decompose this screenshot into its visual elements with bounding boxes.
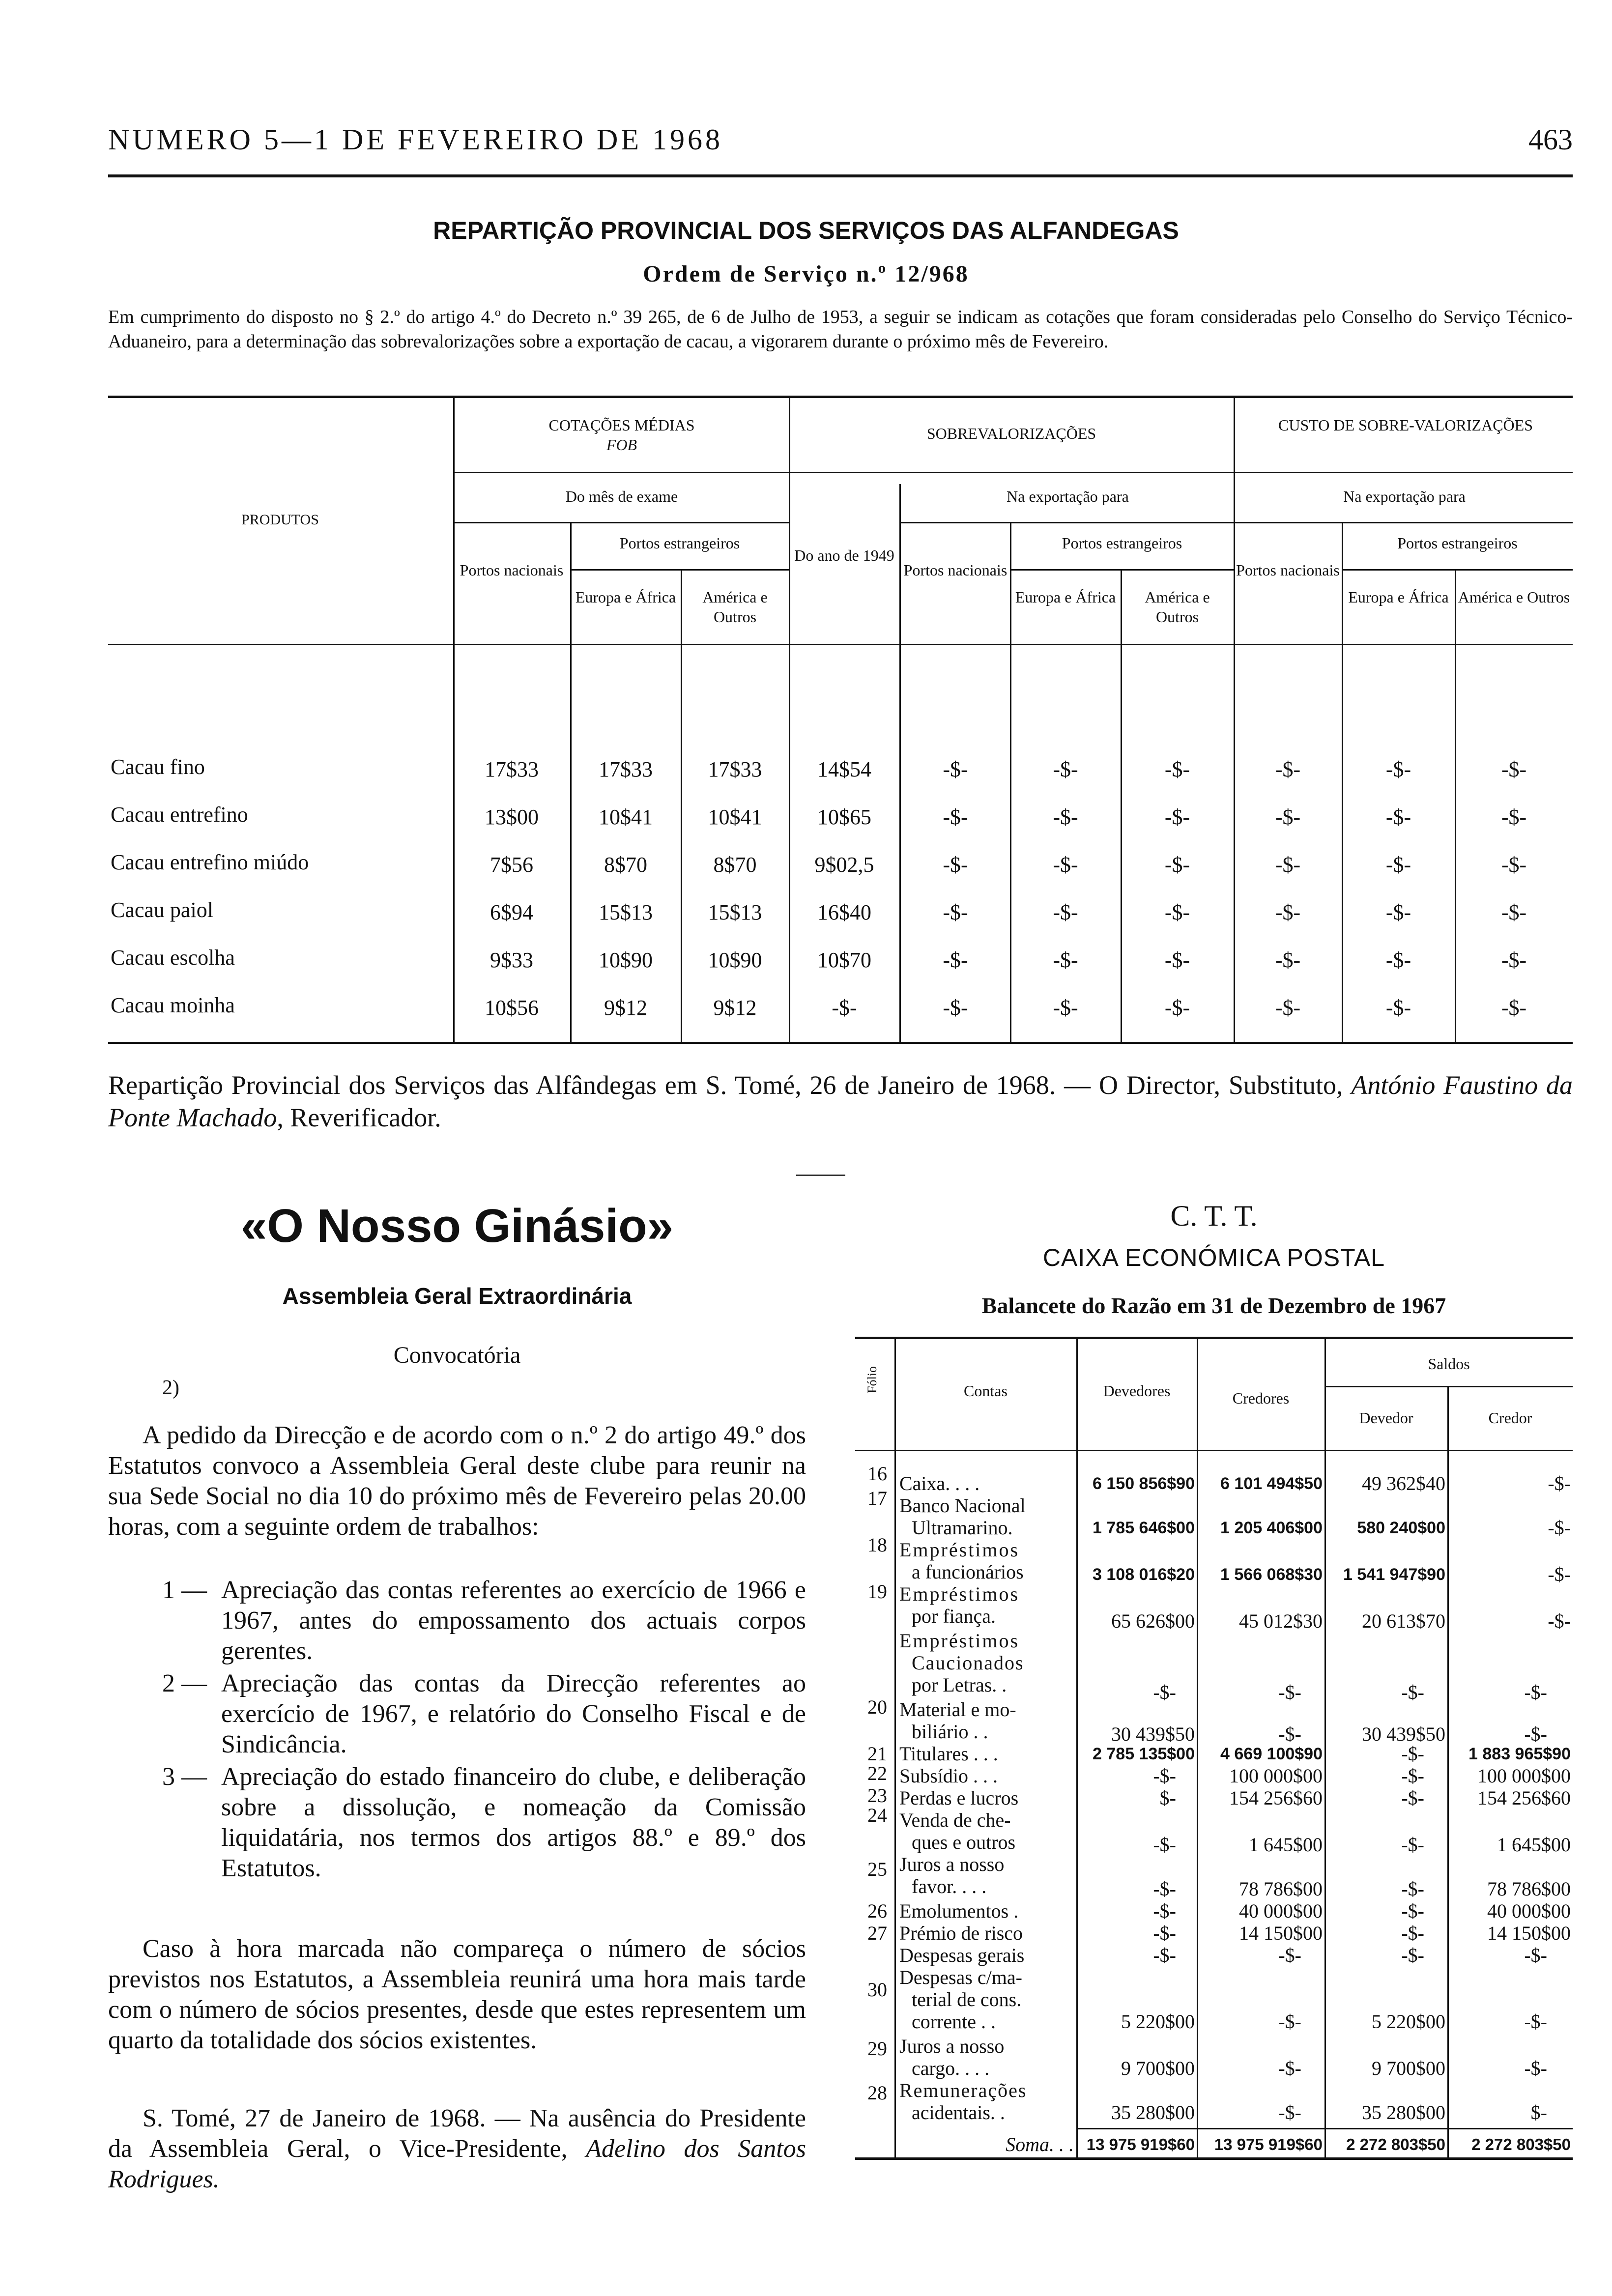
credores-value: 6 101 494$50 <box>1220 1474 1323 1493</box>
total-label: Soma. . . <box>1006 2133 1074 2155</box>
saldo-devedor-value: 1 541 947$90 <box>1343 1565 1445 1584</box>
account-name-cont: a funcionários <box>912 1561 1024 1583</box>
table-cell: -$- <box>1053 757 1078 781</box>
credores-value: 100 000$00 <box>1229 1765 1323 1787</box>
total-saldo-credor: 2 272 803$50 <box>1471 2135 1571 2153</box>
table-cell: -$- <box>1385 757 1411 781</box>
saldo-devedor-value: 30 439$50 <box>1362 1723 1445 1745</box>
credores-value: -$- <box>1278 2010 1301 2033</box>
table-cell: -$- <box>1053 900 1078 924</box>
devedores-value: 30 439$50 <box>1111 1723 1195 1745</box>
table-cell: 13$00 <box>485 805 539 829</box>
list-item-number: 1 — <box>162 1576 207 1604</box>
account-name: Empréstimos <box>899 1630 1020 1652</box>
credores-value: 1 566 068$30 <box>1220 1565 1323 1584</box>
table-cell: 10$56 <box>485 996 539 1020</box>
article1-intro: Em cumprimento do disposto no § 2.º do artigo 4.º do Decreto n.º 39 265, de 6 de Julho de 1953, a seguir se indicam as cotações que foram consideradas pelo Conselho do Serviço Técnico-Aduaneiro, para a determinação das sobrevalorizações sobre a exportação de cacau, a vigorarem durante o próximo mês de Fevereiro. <box>108 307 1573 352</box>
article2-closing-text: S. Tomé, 27 de Janeiro de 1968. — Na ausência do Presidente da Assembleia Geral, o Vice-Presidente, <box>108 2104 806 2163</box>
account-name-cont: terial de cons. <box>912 1988 1022 2010</box>
devedores-value: $- <box>1159 1787 1176 1809</box>
account-name-cont: por Letras. . <box>912 1674 1007 1696</box>
account-name: Juros a nosso <box>899 2035 1005 2057</box>
saldo-devedor-value: -$- <box>1401 1743 1424 1765</box>
col-credores: Credores <box>1232 1389 1290 1407</box>
table-top-rule <box>108 396 1573 398</box>
table-cell: 8$70 <box>713 853 757 877</box>
table-cell: 17$33 <box>599 757 653 781</box>
saldo-credor-value: -$- <box>1524 2010 1547 2033</box>
credores-value: 45 012$30 <box>1239 1610 1323 1632</box>
article2-closing-name: Adelino dos Santos Rodrigues. <box>108 2135 806 2193</box>
row-label: Cacau paiol <box>111 898 213 922</box>
account-name: Material e mo- <box>899 1698 1016 1721</box>
row-label: Cacau entrefino miúdo <box>111 850 309 874</box>
folio-number: 17 <box>867 1487 887 1509</box>
account-name: Subsídio . . . <box>899 1765 998 1787</box>
folio-number: 25 <box>867 1858 887 1880</box>
account-name-cont: favor. . . . <box>912 1875 987 1897</box>
account-name: Emolumentos . <box>899 1900 1019 1922</box>
credores-value: -$- <box>1278 1723 1301 1745</box>
europa-3: Europa e África <box>1348 588 1449 606</box>
folio-number: 29 <box>867 2038 887 2060</box>
portos-nac-3: Portos nacionais <box>1236 561 1340 579</box>
running-head-text: NUMERO 5—1 DE FEVEREIRO DE 1968 <box>108 123 723 156</box>
america-3: América e Outros <box>1458 588 1570 606</box>
col-saldo-devedor: Devedor <box>1359 1409 1413 1427</box>
portos-est-2: Portos estrangeiros <box>1062 534 1182 552</box>
separator-ornament <box>796 1175 845 1176</box>
saldo-credor-value: 14 150$00 <box>1487 1922 1571 1944</box>
folio-number: 18 <box>867 1534 887 1556</box>
col-saldos: Saldos <box>1428 1355 1470 1373</box>
table-cell: 6$94 <box>490 900 533 924</box>
credores-value: 78 786$00 <box>1239 1878 1323 1900</box>
saldo-credor-value: -$- <box>1524 1723 1547 1745</box>
account-name: Remunerações <box>899 2079 1027 2101</box>
table-cell: -$- <box>832 996 857 1020</box>
account-name: Banco Nacional <box>899 1494 1026 1517</box>
table-cell: 15$13 <box>708 900 762 924</box>
saldo-devedor-value: -$- <box>1401 1944 1424 1966</box>
account-name: Despesas gerais <box>899 1944 1025 1966</box>
saldo-credor-value: 100 000$00 <box>1477 1765 1571 1787</box>
col-folio: Fólio <box>865 1366 879 1393</box>
saldo-credor-value: -$- <box>1524 1944 1547 1966</box>
table-cell: -$- <box>943 996 968 1020</box>
table-cell: -$- <box>1164 853 1190 877</box>
devedores-value: -$- <box>1153 1922 1176 1944</box>
table-cell: -$- <box>1385 996 1411 1020</box>
folio-number: 23 <box>867 1784 887 1807</box>
saldo-credor-value: -$- <box>1548 1563 1571 1585</box>
portos-est-3: Portos estrangeiros <box>1397 534 1518 552</box>
article2-convocatoria: Convocatória <box>393 1342 521 1368</box>
account-name-cont: acidentais. . <box>912 2101 1005 2124</box>
credores-value: 1 205 406$00 <box>1220 1519 1323 1537</box>
table-cell: -$- <box>1385 805 1411 829</box>
article3-title: C. T. T. <box>1170 1200 1258 1232</box>
saldo-devedor-value: 9 700$00 <box>1372 2057 1445 2079</box>
devedores-value: -$- <box>1153 1681 1176 1703</box>
table-cell: 17$33 <box>708 757 762 781</box>
table-cell: -$- <box>1164 757 1190 781</box>
table-cell: -$- <box>1053 853 1078 877</box>
na-exportacao-1: Na exportação para <box>1007 488 1129 505</box>
list-item-text: Apreciação do estado financeiro do clube, e deliberação sobre a dissolução, e nomeação da Comissão liquidatária, nos termos dos artigos 88.º e 89.º dos Estatutos. <box>221 1763 806 1882</box>
table-cell: -$- <box>1385 900 1411 924</box>
account-name-cont: Caucionados <box>912 1652 1024 1674</box>
saldo-devedor-value: 49 362$40 <box>1362 1472 1445 1494</box>
saldo-credor-value: 40 000$00 <box>1487 1900 1571 1922</box>
account-name-cont: corrente . . <box>912 2010 996 2033</box>
article2-paragraph-2: Caso à hora marcada não compareça o número de sócios previstos nos Estatutos, a Assembleia reunirá uma hora mais tarde com o número de sócios presentes, desde que estes representem um quarto da totalidade dos sócios existentes. <box>108 1935 806 2054</box>
account-name: Titulares . . . <box>899 1743 998 1765</box>
folio-number: 24 <box>867 1804 887 1826</box>
devedores-value: 35 280$00 <box>1111 2101 1195 2124</box>
saldo-credor-value: 1 883 965$90 <box>1468 1745 1571 1763</box>
folio-number: 19 <box>867 1580 887 1603</box>
table-bottom-rule <box>108 1042 1573 1044</box>
article2-subtitle: Assembleia Geral Extraordinária <box>282 1283 632 1309</box>
devedores-value: -$- <box>1153 1900 1176 1922</box>
table-cell: 15$13 <box>599 900 653 924</box>
folio-number: 26 <box>867 1900 887 1922</box>
saldo-devedor-value: -$- <box>1401 1900 1424 1922</box>
table-cell: 16$40 <box>817 900 871 924</box>
table-cell: -$- <box>943 948 968 972</box>
saldo-devedor-value: -$- <box>1401 1681 1424 1703</box>
table-cell: 10$65 <box>817 805 871 829</box>
table-cell: 14$54 <box>817 757 871 781</box>
total-devedores: 13 975 919$60 <box>1086 2135 1195 2153</box>
saldo-devedor-value: 35 280$00 <box>1362 2101 1445 2124</box>
account-name-cont: Ultramarino. <box>912 1517 1013 1539</box>
saldo-credor-value: 78 786$00 <box>1487 1878 1571 1900</box>
article1-title: REPARTIÇÃO PROVINCIAL DOS SERVIÇOS DAS ALFANDEGAS <box>433 217 1179 244</box>
account-name: Empréstimos <box>899 1539 1020 1561</box>
table-cell: -$- <box>943 900 968 924</box>
saldo-credor-value: -$- <box>1524 2057 1547 2079</box>
row-label: Cacau entrefino <box>111 803 248 827</box>
devedores-value: -$- <box>1153 1944 1176 1966</box>
page-number: 463 <box>1528 123 1573 156</box>
folio-number: 27 <box>867 1922 887 1944</box>
account-name: Prémio de risco <box>899 1922 1023 1944</box>
folio-number: 16 <box>867 1463 887 1485</box>
table-cell: -$- <box>1275 805 1301 829</box>
col-produtos: PRODUTOS <box>241 512 319 528</box>
col-saldo-credor: Credor <box>1488 1409 1532 1427</box>
saldo-devedor-value: 580 240$00 <box>1357 1519 1445 1537</box>
credores-value: -$- <box>1278 1681 1301 1703</box>
devedores-value: 9 700$00 <box>1121 2057 1195 2079</box>
table-cell: -$- <box>1501 757 1527 781</box>
folio-number: 30 <box>867 1979 887 2001</box>
america-1: América e Outros <box>702 588 768 626</box>
article2-title: «O Nosso Ginásio» <box>240 1200 674 1252</box>
table-cell: 17$33 <box>485 757 539 781</box>
saldo-devedor-value: -$- <box>1401 1787 1424 1809</box>
do-mes: Do mês de exame <box>565 488 678 505</box>
grp-cotacoes: COTAÇÕES MÉDIAS <box>548 416 695 434</box>
table-cell: 9$02,5 <box>814 853 874 877</box>
grp-sobrevalorizacoes: SOBREVALORIZAÇÕES <box>926 425 1096 442</box>
table-cell: -$- <box>1501 996 1527 1020</box>
article1-signature <box>108 1069 1573 1134</box>
table-cell: -$- <box>1164 996 1190 1020</box>
table-cell: -$- <box>1501 805 1527 829</box>
table-cell: -$- <box>943 757 968 781</box>
table-cell: -$- <box>1385 853 1411 877</box>
folio-number: 21 <box>867 1743 887 1765</box>
row-label: Cacau fino <box>111 755 205 779</box>
table-cell: 10$41 <box>708 805 762 829</box>
devedores-value: 5 220$00 <box>1121 2010 1195 2033</box>
table-cell: 10$70 <box>817 948 871 972</box>
account-name-cont: por fiança. <box>912 1605 996 1627</box>
credores-value: 1 645$00 <box>1249 1834 1323 1856</box>
table-cell: 8$70 <box>604 853 647 877</box>
table-cell: -$- <box>1275 996 1301 1020</box>
list-item-number: 2 — <box>162 1669 207 1697</box>
do-ano: Do ano de 1949 <box>794 546 894 564</box>
running-head <box>108 123 1573 157</box>
table-cell: -$- <box>943 805 968 829</box>
saldo-devedor-value: 20 613$70 <box>1362 1610 1445 1632</box>
europa-1: Europa e África <box>575 588 676 606</box>
credores-value: -$- <box>1278 2057 1301 2079</box>
table-cell: 7$56 <box>490 853 533 877</box>
saldo-devedor-value: -$- <box>1401 1922 1424 1944</box>
credores-value: 4 669 100$90 <box>1220 1745 1323 1763</box>
table-cell: -$- <box>1053 948 1078 972</box>
folio-number: 28 <box>867 2082 887 2104</box>
signature-text: Repartição Provincial dos Serviços das Alfândegas em S. Tomé, 26 de Janeiro de 1968. — O Director, Substituto, <box>108 1070 1343 1100</box>
credores-value: -$- <box>1278 2101 1301 2124</box>
row-label: Cacau escolha <box>111 946 235 970</box>
article3-subtitle: CAIXA ECONÓMICA POSTAL <box>1042 1244 1385 1271</box>
table-cell: -$- <box>1385 948 1411 972</box>
account-name: Despesas c/ma- <box>899 1966 1022 1988</box>
table-cell: -$- <box>1501 853 1527 877</box>
table-cell: -$- <box>1053 996 1078 1020</box>
article2-number: 2) <box>162 1377 179 1399</box>
row-label: Cacau moinha <box>111 993 235 1017</box>
account-name-cont: ques e outros <box>912 1831 1016 1853</box>
saldo-devedor-value: -$- <box>1401 1878 1424 1900</box>
article2-paragraph-1: A pedido da Direcção e de acordo com o n.º 2 do artigo 49.º dos Estatutos convoco a Assembleia Geral deste clube para reunir na sua Sede Social no dia 10 do próximo mês de Fevereiro pelas 20.00 horas, com a seguinte ordem de trabalhos: <box>108 1421 806 1541</box>
credores-value: 40 000$00 <box>1239 1900 1323 1922</box>
table-cell: 9$12 <box>713 996 757 1020</box>
account-name-cont: biliário . . <box>912 1721 988 1743</box>
header-rule <box>108 174 1573 177</box>
table-cell: -$- <box>1275 853 1301 877</box>
saldo-devedor-value: 5 220$00 <box>1372 2010 1445 2033</box>
devedores-value: 65 626$00 <box>1111 1610 1195 1632</box>
account-name: Juros a nosso <box>899 1853 1005 1875</box>
devedores-value: 6 150 856$90 <box>1093 1474 1195 1493</box>
grp-custo: CUSTO DE SOBRE-VALORIZAÇÕES <box>1278 416 1533 434</box>
saldo-devedor-value: -$- <box>1401 1834 1424 1856</box>
account-name: Caixa. . . . <box>899 1472 980 1494</box>
table-cell: -$- <box>1164 900 1190 924</box>
credores-value: -$- <box>1278 1944 1301 1966</box>
table-cell: -$- <box>1164 948 1190 972</box>
signature-name: António Faustino da Ponte Machado <box>108 1070 1573 1132</box>
article1-subtitle: Ordem de Serviço n.º 12/968 <box>643 261 969 287</box>
credores-value: 154 256$60 <box>1229 1787 1323 1809</box>
table-cell: -$- <box>1501 900 1527 924</box>
table-cell: 10$90 <box>599 948 653 972</box>
account-name: Empréstimos <box>899 1583 1020 1605</box>
article3-heading: Balancete do Razão em 31 de Dezembro de 1967 <box>981 1293 1446 1318</box>
account-name-cont: cargo. . . . <box>912 2057 990 2079</box>
devedores-value: -$- <box>1153 1834 1176 1856</box>
article2-paragraph-3 <box>108 2103 806 2195</box>
table-cell: -$- <box>943 853 968 877</box>
credores-value: 14 150$00 <box>1239 1922 1323 1944</box>
account-name: Venda de che- <box>899 1809 1011 1831</box>
table-cell: -$- <box>1275 948 1301 972</box>
devedores-value: 2 785 135$00 <box>1093 1745 1195 1763</box>
saldo-credor-value: -$- <box>1548 1472 1571 1494</box>
signature-role: , Reverificador. <box>277 1103 441 1132</box>
table-cell: 10$90 <box>708 948 762 972</box>
folio-number: 20 <box>867 1696 887 1718</box>
total-credores: 13 975 919$60 <box>1214 2135 1323 2153</box>
devedores-value: 3 108 016$20 <box>1093 1565 1195 1584</box>
total-saldo-devedor: 2 272 803$50 <box>1346 2135 1445 2153</box>
grp-cotacoes-sub: FOB <box>606 436 637 454</box>
portos-est-1: Portos estrangeiros <box>619 534 740 552</box>
table-cell: -$- <box>1275 900 1301 924</box>
list-item-text: Apreciação das contas referentes ao exercício de 1966 e 1967, antes do empossamento dos actuais corpos gerentes. <box>221 1576 806 1665</box>
list-item-text: Apreciação das contas da Direcção referentes ao exercício de 1967, e relatório do Conselho Fiscal e de Sindicância. <box>221 1669 806 1758</box>
devedores-value: -$- <box>1153 1878 1176 1900</box>
account-name: Perdas e lucros <box>899 1787 1019 1809</box>
table-cell: 10$41 <box>599 805 653 829</box>
saldo-credor-value: 154 256$60 <box>1477 1787 1571 1809</box>
saldo-devedor-value: -$- <box>1401 1765 1424 1787</box>
saldo-credor-value: -$- <box>1548 1517 1571 1539</box>
table-cell: -$- <box>1275 757 1301 781</box>
devedores-value: -$- <box>1153 1765 1176 1787</box>
table-cell: -$- <box>1164 805 1190 829</box>
saldo-credor-value: 1 645$00 <box>1497 1834 1571 1856</box>
devedores-value: 1 785 646$00 <box>1093 1519 1195 1537</box>
table-cell: -$- <box>1053 805 1078 829</box>
saldo-credor-value: -$- <box>1524 1681 1547 1703</box>
col-contas: Contas <box>964 1382 1008 1400</box>
table-cell: 9$33 <box>490 948 533 972</box>
table-cell: -$- <box>1501 948 1527 972</box>
folio-number: 22 <box>867 1762 887 1784</box>
portos-nac-1: Portos nacionais <box>460 561 564 579</box>
portos-nac-2: Portos nacionais <box>903 561 1008 579</box>
list-item-number: 3 — <box>162 1763 207 1791</box>
europa-2: Europa e África <box>1015 588 1116 606</box>
saldo-credor-value: $- <box>1530 2101 1547 2124</box>
saldo-credor-value: -$- <box>1548 1610 1571 1632</box>
table-cell: 9$12 <box>604 996 647 1020</box>
na-exportacao-2: Na exportação para <box>1343 488 1466 505</box>
col-devedores: Devedores <box>1103 1382 1171 1400</box>
america-2: América e Outros <box>1145 588 1210 626</box>
